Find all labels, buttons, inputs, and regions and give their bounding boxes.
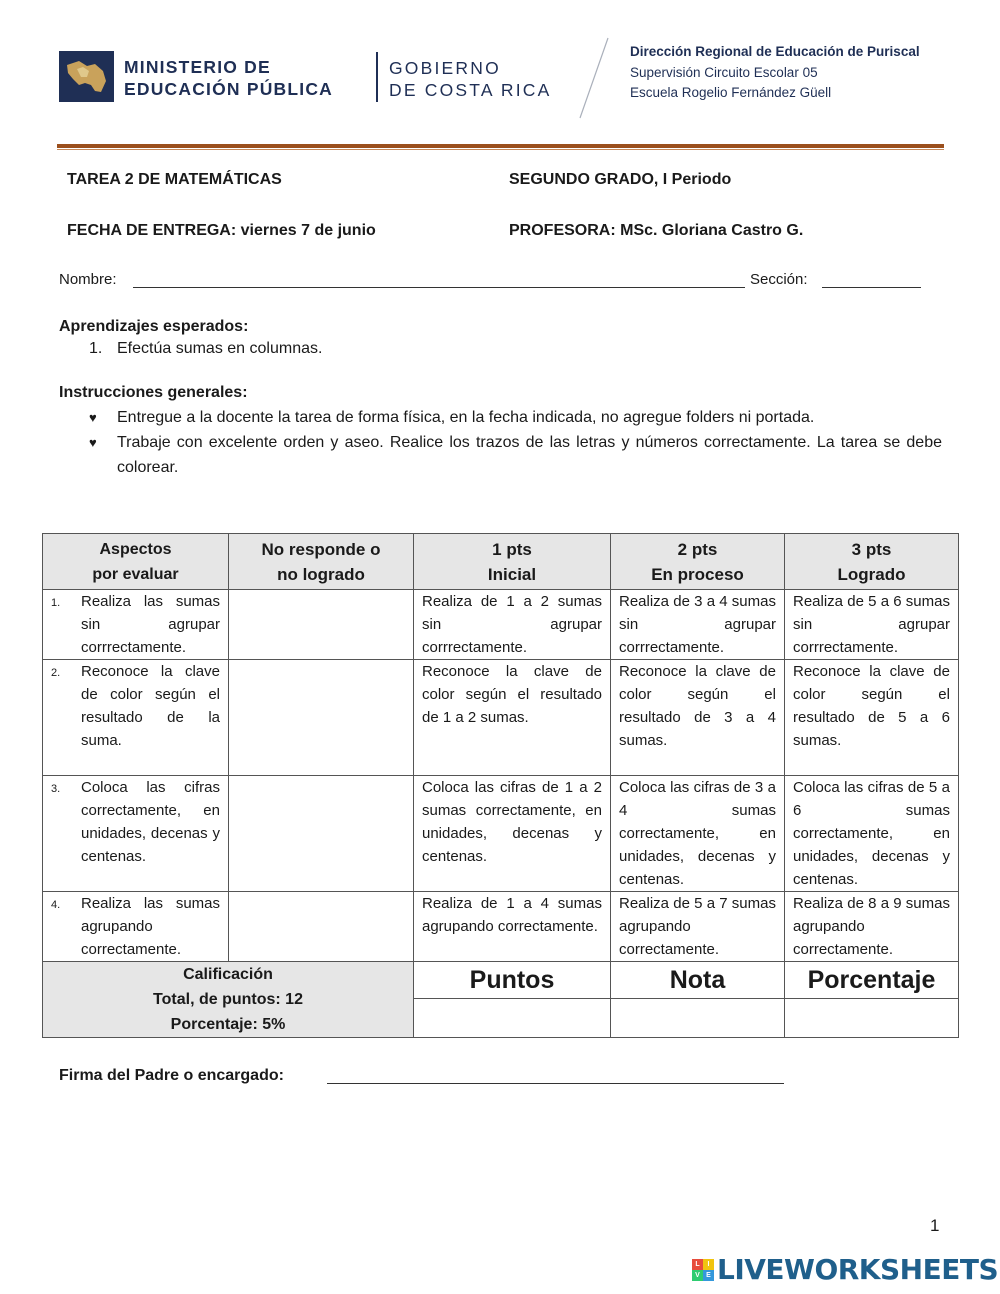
government-title: GOBIERNO DE COSTA RICA — [389, 58, 552, 100]
none-cell[interactable] — [229, 776, 414, 892]
grading-summary: Calificación Total, de puntos: 12 Porcentaje: 5% — [43, 962, 414, 1038]
name-label: Nombre: — [59, 271, 117, 288]
percentage-value[interactable] — [785, 999, 959, 1038]
percentage-header: Porcentaje — [785, 962, 959, 999]
signature-label: Firma del Padre o encargado: — [59, 1067, 284, 1084]
slash-divider-icon — [578, 36, 610, 120]
p1-cell[interactable]: Realiza de 1 a 2 sumas sin agrupar corrrectamente. — [414, 590, 611, 660]
ministry-title: MINISTERIO DE EDUCACIÓN PÚBLICA — [124, 57, 334, 99]
header-rule — [57, 144, 944, 148]
grading-row — [43, 962, 959, 999]
none-cell[interactable] — [229, 660, 414, 776]
p3-cell[interactable]: Realiza de 5 a 6 sumas sin agrupar corrrectamente. — [785, 590, 959, 660]
p3-cell[interactable]: Reconoce la clave de color según el resultado de 5 a 6 sumas. — [785, 660, 959, 776]
header-3pts: 3 pts Logrado — [785, 534, 959, 590]
p3-cell[interactable]: Coloca las cifras de 5 a 6 sumas correctamente, en unidades, decenas y centenas. — [785, 776, 959, 892]
none-cell[interactable] — [229, 590, 414, 660]
none-cell[interactable] — [229, 892, 414, 962]
instructions-title: Instrucciones generales: — [59, 384, 248, 401]
header-none: No responde o no logrado — [229, 534, 414, 590]
heart-bullet-icon: ♥ — [89, 410, 97, 425]
ministry-logo-icon — [59, 51, 114, 102]
rubric-table — [42, 533, 959, 1038]
aspect-cell: 2. Reconoce la clave de color según el resultado de la suma. — [43, 660, 229, 776]
grade-value[interactable] — [611, 999, 785, 1038]
table-row — [43, 660, 959, 776]
name-field[interactable] — [133, 287, 745, 288]
section-field[interactable] — [822, 287, 921, 288]
due-date: FECHA DE ENTREGA: viernes 7 de junio — [67, 222, 376, 239]
points-value[interactable] — [414, 999, 611, 1038]
task-title: TAREA 2 DE MATEMÁTICAS — [67, 171, 282, 188]
liveworksheets-brand: LIVEWORKSHEETS — [717, 1253, 999, 1286]
grade-header: Nota — [611, 962, 785, 999]
liveworksheets-logo-icon: L I V E — [692, 1259, 714, 1281]
learning-title: Aprendizajes esperados: — [59, 318, 249, 335]
p1-cell[interactable]: Reconoce la clave de color según el resultado de 1 a 2 sumas. — [414, 660, 611, 776]
instruction-item — [89, 430, 942, 480]
p2-cell[interactable]: Coloca las cifras de 3 a 4 sumas correctamente, en unidades, decenas y centenas. — [611, 776, 785, 892]
learning-item — [89, 340, 322, 358]
aspect-cell: 4. Realiza las sumas agrupando correctamente. — [43, 892, 229, 962]
p1-cell[interactable]: Coloca las cifras de 1 a 2 sumas correctamente, en unidades, decenas y centenas. — [414, 776, 611, 892]
header-divider — [376, 52, 378, 102]
signature-field[interactable] — [327, 1083, 784, 1084]
learning-item-number: 1. — [89, 340, 103, 357]
p2-cell[interactable]: Reconoce la clave de color según el resultado de 3 a 4 sumas. — [611, 660, 785, 776]
grade-label: SEGUNDO GRADO, I Periodo — [509, 171, 732, 188]
table-row — [43, 776, 959, 892]
section-label: Sección: — [750, 271, 808, 288]
p2-cell[interactable]: Realiza de 5 a 7 sumas agrupando correctamente. — [611, 892, 785, 962]
liveworksheets-watermark — [692, 1253, 998, 1286]
header-1pts: 1 pts Inicial — [414, 534, 611, 590]
rubric-header-row — [43, 534, 959, 590]
teacher-label: PROFESORA: MSc. Gloriana Castro G. — [509, 222, 804, 239]
table-row — [43, 892, 959, 962]
instruction-text: Trabaje con excelente orden y aseo. Realice los trazos de las letras y números correctamente. La tarea se debe colorear. — [117, 434, 942, 476]
header-2pts: 2 pts En proceso — [611, 534, 785, 590]
aspect-cell: 1. Realiza las sumas sin agrupar corrrectamente. — [43, 590, 229, 660]
header-rule-thin — [57, 149, 944, 150]
page-number: 1 — [930, 1216, 940, 1235]
aspect-cell: 3. Coloca las cifras correctamente, en unidades, decenas y centenas. — [43, 776, 229, 892]
instruction-text: Entregue a la docente la tarea de forma física, en la fecha indicada, no agregue folders ni portada. — [117, 409, 815, 426]
regional-office: Dirección Regional de Educación de Puriscal Supervisión Circuito Escolar 05 Escuela Rogelio Fernández Güell — [630, 44, 920, 100]
heart-bullet-icon: ♥ — [89, 435, 97, 450]
p3-cell[interactable]: Realiza de 8 a 9 sumas agrupando correctamente. — [785, 892, 959, 962]
points-header: Puntos — [414, 962, 611, 999]
p1-cell[interactable]: Realiza de 1 a 4 sumas agrupando correctamente. — [414, 892, 611, 962]
learning-item-text: Efectúa sumas en columnas. — [117, 340, 323, 357]
p2-cell[interactable]: Realiza de 3 a 4 sumas sin agrupar corrrectamente. — [611, 590, 785, 660]
instruction-item — [89, 405, 942, 430]
header-aspects: Aspectos por evaluar — [43, 534, 229, 590]
table-row — [43, 590, 959, 660]
instructions-list — [89, 405, 942, 480]
